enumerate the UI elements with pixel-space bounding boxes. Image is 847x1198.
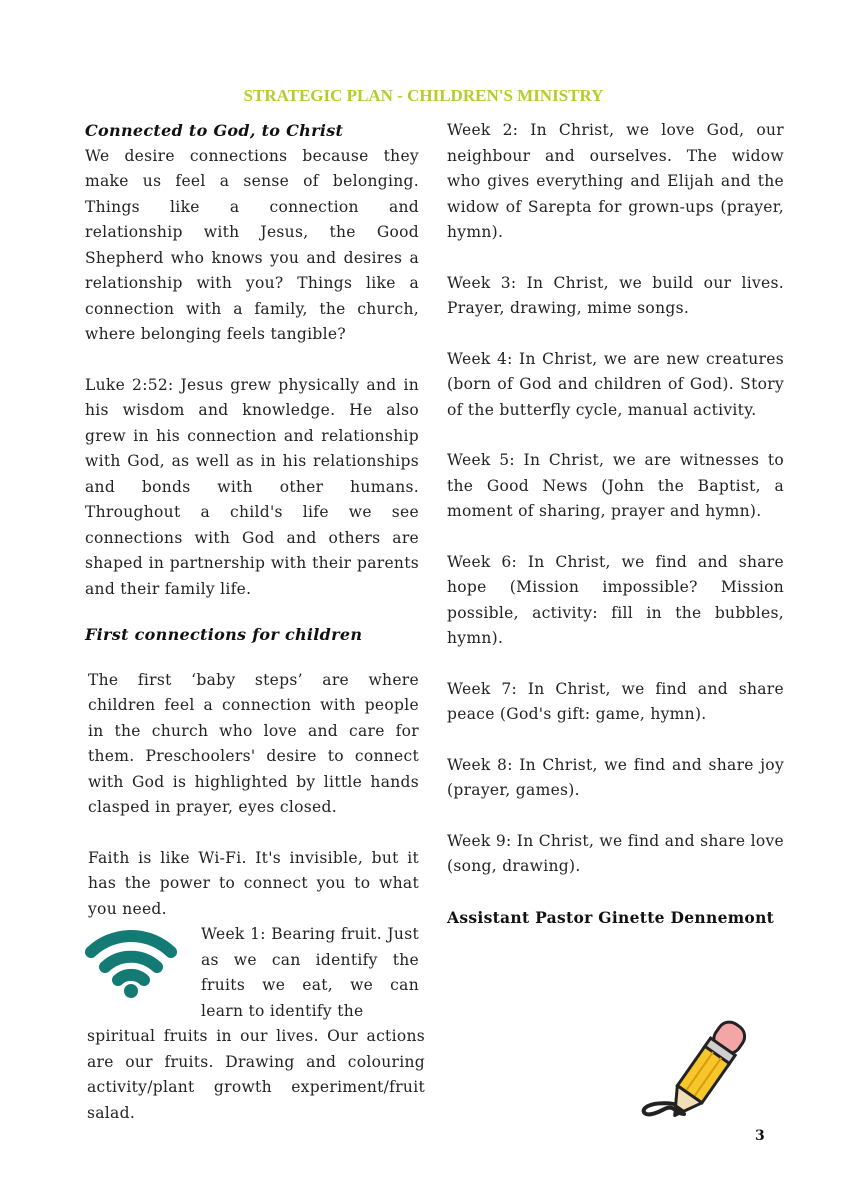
wifi-icon <box>85 922 177 1000</box>
right-column <box>447 118 784 930</box>
week1-continued-text: spiritual fruits in our lives. Our actions are our fruits. Drawing and colouring activity/plant growth experiment/fruit salad. <box>87 1027 425 1122</box>
paragraph-baby-steps: The first ‘baby steps’ are where children feel a connection with people in the church who love and care for them. Preschoolers' desire to connect with God is highlighted by little hands clasped in prayer, eyes closed. <box>88 670 419 816</box>
week6-text: Week 6: In Christ, we find and share hope (Mission impossible? Mission possible, activity: fill in the bubbles, hymn). <box>447 552 784 647</box>
week1-continued-block <box>87 1024 425 1126</box>
page-number: 3 <box>755 1128 765 1144</box>
week7-text: Week 7: In Christ, we find and share peace (God's gift: game, hymn). <box>447 679 784 723</box>
pencil-icon <box>636 1010 772 1122</box>
week9-text: Week 9: In Christ, we find and share love (song, drawing). <box>447 831 784 875</box>
section-heading-connected: Connected to God, to Christ <box>85 121 344 140</box>
paragraph-wifi: Faith is like Wi-Fi. It's invisible, but it has the power to connect you to what you need. <box>88 848 419 918</box>
signature: Assistant Pastor Ginette Dennemont <box>447 907 775 927</box>
week8-text: Week 8: In Christ, we find and share joy (prayer, games). <box>447 755 784 799</box>
page-title: STRATEGIC PLAN - CHILDREN'S MINISTRY <box>243 86 604 105</box>
section-heading-first-connections: First connections for children <box>85 625 363 644</box>
left-column <box>85 118 419 922</box>
week1-text: Week 1: Bearing fruit. Just as we can identify the fruits we eat, we can learn to identify the <box>201 925 419 1020</box>
week2-text: Week 2: In Christ, we love God, our neighbour and ourselves. The widow who gives everything and Elijah and the widow of Sarepta for grown-ups (prayer, hymn). <box>447 121 784 241</box>
week4-text: Week 4: In Christ, we are new creatures (born of God and children of God). Story of the butterfly cycle, manual activity. <box>447 349 784 419</box>
week5-text: Week 5: In Christ, we are witnesses to the Good News (John the Baptist, a moment of sharing, prayer and hymn). <box>447 451 784 520</box>
paragraph-connections: We desire connections because they make us feel a sense of belonging. Things like a connection and relationship with Jesus, the Good Shepherd who knows you and desires a relationship with you? Things like a connection with a family, the church, where belonging feels tangible? <box>85 146 419 343</box>
week3-text: Week 3: In Christ, we build our lives. Prayer, drawing, mime songs. <box>447 273 784 317</box>
paragraph-luke: Luke 2:52: Jesus grew physically and in his wisdom and knowledge. He also grew in his connection and relationship with God, as well as in his relationships and bonds with other humans. Throughout a child's life we see connections with God and others are shaped in partnership with their parents and their family life. <box>85 375 419 598</box>
week1-text-block <box>201 922 419 1024</box>
